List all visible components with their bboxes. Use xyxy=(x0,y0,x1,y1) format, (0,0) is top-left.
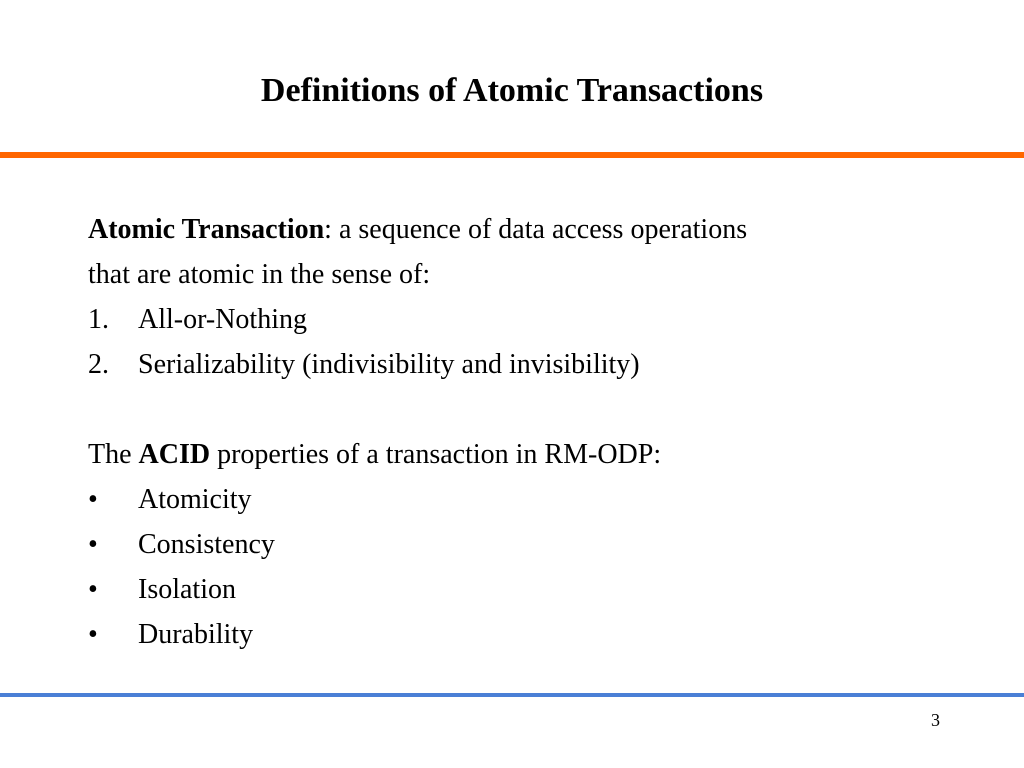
numbered-item-2 xyxy=(88,342,928,387)
footer-divider xyxy=(0,693,1024,697)
title-divider xyxy=(0,152,1024,158)
acid-suffix: properties of a transaction in RM-ODP: xyxy=(210,439,662,470)
spacer xyxy=(88,387,928,432)
page-number: 3 xyxy=(931,710,940,730)
bullet-item-text: Isolation xyxy=(138,574,236,605)
definition-line-2 xyxy=(88,252,928,297)
list-number: 1. xyxy=(88,304,109,335)
bullet-item-text: Atomicity xyxy=(138,484,252,515)
definition-text-1: : a sequence of data access operations xyxy=(324,214,748,245)
bullet-icon: • xyxy=(88,619,98,650)
bullet-icon: • xyxy=(88,484,98,515)
definition-term: Atomic Transaction xyxy=(88,214,325,245)
definition-text-2: that are atomic in the sense of: xyxy=(88,259,431,290)
numbered-item-text: Serializability (indivisibility and invisibility) xyxy=(138,349,640,380)
acid-prefix: The xyxy=(88,439,139,470)
numbered-item-text: All-or-Nothing xyxy=(138,304,307,335)
bullet-item-text: Durability xyxy=(138,619,254,650)
slide-title: Definitions of Atomic Transactions xyxy=(260,72,764,109)
bullet-icon: • xyxy=(88,574,98,605)
acid-intro xyxy=(88,432,928,477)
bullet-item-durability xyxy=(88,612,928,657)
bullet-item-atomicity xyxy=(88,477,928,522)
list-number: 2. xyxy=(88,349,109,380)
bullet-icon: • xyxy=(88,529,98,560)
numbered-item-1 xyxy=(88,297,928,342)
acid-acronym: ACID xyxy=(138,439,211,470)
bullet-item-isolation xyxy=(88,567,928,612)
definition-line-1 xyxy=(88,207,928,252)
bullet-item-text: Consistency xyxy=(138,529,275,560)
slide-body xyxy=(88,207,928,657)
bullet-item-consistency xyxy=(88,522,928,567)
